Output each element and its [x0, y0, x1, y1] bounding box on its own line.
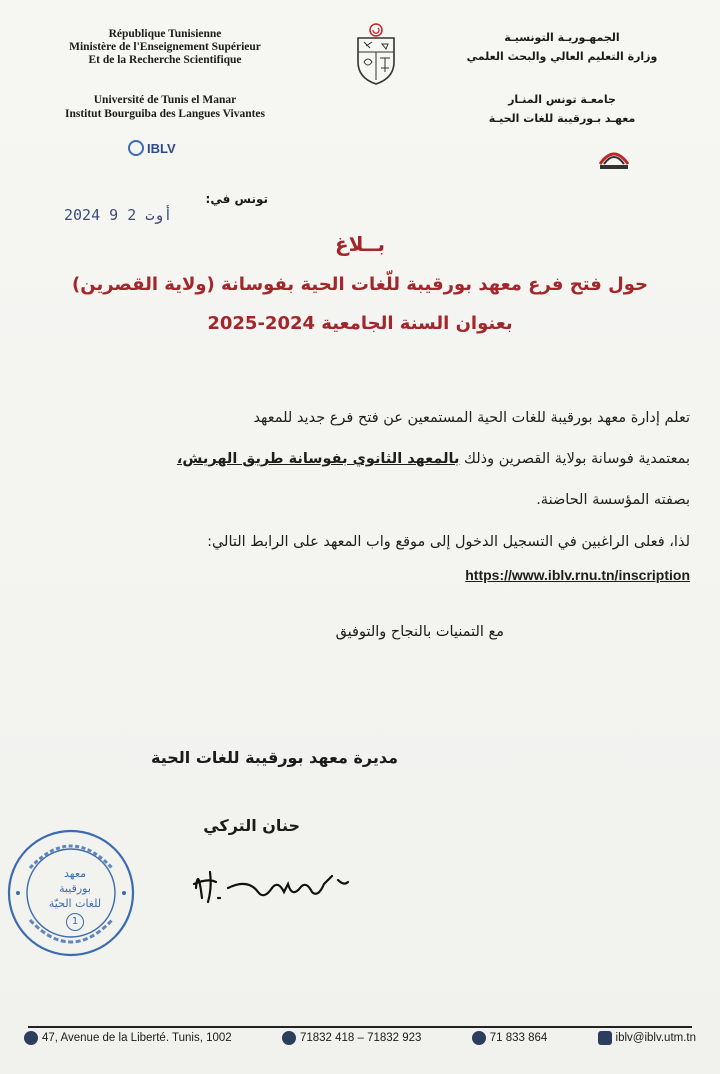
stamp-number: 1 — [66, 913, 84, 931]
footer-email-text[interactable]: iblv@iblv.utm.tn — [615, 1032, 696, 1044]
university-fr: Université de Tunis el Manar — [93, 94, 237, 106]
footer-email[interactable] — [598, 1031, 696, 1045]
footer-fax-text: 71 833 864 — [489, 1032, 548, 1044]
body-paragraph-1: تعلم إدارة معهد بورقيبة للغات الحية المستمعين عن فتح فرع جديد للمعهد — [253, 410, 690, 426]
footer-address-text: 47, Avenue de la Liberté. Tunis, 1002 — [42, 1032, 232, 1044]
academic-year: بعنوان السنة الجامعية 2024-2025 — [207, 313, 513, 334]
closing-wishes: مع التمنيات بالنجاح والتوفيق — [335, 624, 504, 640]
header-ar-ministry — [442, 28, 682, 66]
handwritten-signature — [188, 858, 358, 910]
republic-ar: الجمهـوريـة التونسيـة — [504, 31, 620, 44]
notice-title: بــلاغ — [334, 232, 386, 256]
iblv-logo — [128, 140, 176, 156]
signatory-title: مديرة معهد بورقيبة للغات الحية — [151, 748, 398, 767]
registration-link[interactable]: https://www.iblv.rnu.tn/inscription — [465, 567, 690, 583]
ministry-ar: وزارة التعليم العالي والبحث العلمي — [466, 50, 658, 63]
body-paragraph-2-text: بمعتمدية فوسانة بولاية القصرين وذلك — [459, 451, 690, 467]
host-school-name: بالمعهد الثانوي بفوسانة طريق الهريش، — [176, 451, 460, 467]
footer-divider — [28, 1026, 692, 1028]
date-label: تونس في: — [205, 192, 268, 206]
university-ar: جامعـة تونس المنـار — [508, 93, 616, 106]
stamp-text — [30, 866, 120, 931]
ministry-fr-line1: Ministère de l'Enseignement Supérieur — [69, 41, 261, 53]
stamp-line-3: للغات الحيّة — [48, 897, 102, 910]
location-icon — [24, 1031, 38, 1045]
signatory-name: حنان التركي — [203, 816, 300, 835]
institute-ar: معهـد بـورقيبة للغات الحيـة — [488, 112, 636, 125]
date-stamp-day: 2 9 — [109, 206, 137, 224]
footer-phone — [282, 1031, 422, 1045]
republic-fr: République Tunisienne — [108, 28, 222, 40]
iblv-logo-text: IBLV — [147, 140, 176, 156]
header-fr-ministry — [40, 28, 290, 67]
email-icon — [598, 1031, 612, 1045]
header-ar-institution — [442, 90, 682, 128]
date-stamp-year: 2024 — [64, 206, 101, 224]
stamp-line-2: بورقيبة — [59, 882, 91, 895]
body-paragraph-2 — [40, 451, 690, 467]
body-paragraph-4: لذا، فعلى الراغبين في التسجيل الدخول إلى موقع واب المعهد على الرابط التالي: — [207, 534, 690, 550]
date-stamp-month: أوت — [145, 206, 173, 224]
notice-subject: حول فتح فرع معهد بورقيبة للّغات الحية بفوسانة (ولاية القصرين) — [72, 274, 648, 295]
fax-icon — [472, 1031, 486, 1045]
date-stamp — [64, 206, 172, 224]
footer-address — [24, 1031, 232, 1045]
footer — [24, 1031, 696, 1045]
ministry-fr-line2: Et de la Recherche Scientifique — [88, 54, 242, 66]
institute-fr: Institut Bourguiba des Langues Vivantes — [64, 108, 266, 120]
coat-of-arms-icon — [348, 22, 404, 86]
institute-logo-icon — [596, 142, 632, 172]
header-fr-institution — [40, 93, 290, 121]
iblv-logo-icon — [128, 140, 144, 156]
phone-icon — [282, 1031, 296, 1045]
body-paragraph-3: بصفته المؤسسة الحاضنة. — [536, 492, 690, 508]
stamp-line-1: معهد — [63, 867, 87, 880]
footer-fax — [472, 1031, 548, 1045]
footer-phone-text: 71832 418 – 71832 923 — [299, 1032, 422, 1044]
